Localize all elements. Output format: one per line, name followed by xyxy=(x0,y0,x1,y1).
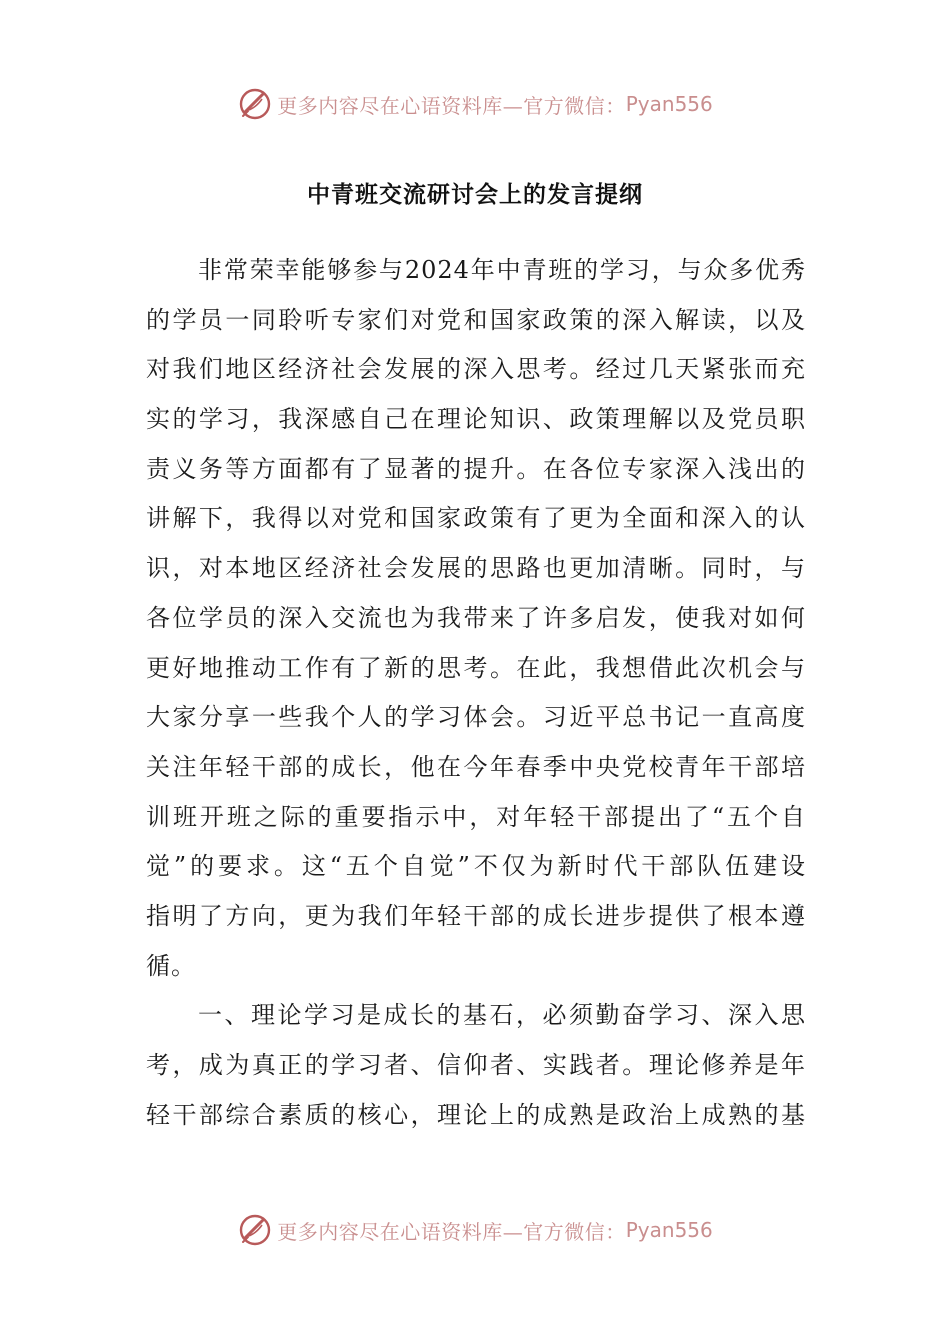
body-line: 指明了方向，更为我们年轻干部的成长进步提供了根本遵 xyxy=(146,901,806,930)
body-line: 责义务等方面都有了显著的提升。在各位专家深入浅出的 xyxy=(146,454,806,483)
body-line: 大家分享一些我个人的学习体会。习近平总书记一直高度 xyxy=(146,703,806,732)
body-line: 轻干部综合素质的核心，理论上的成熟是政治上成熟的基 xyxy=(146,1100,806,1129)
body-line: 各位学员的深入交流也为我带来了许多启发，使我对如何 xyxy=(146,603,806,632)
body-line: 关注年轻干部的成长，他在今年春季中央党校青年干部培 xyxy=(146,752,806,781)
body-line: 实的学习，我深感自己在理论知识、政策理解以及党员职 xyxy=(146,405,806,434)
watermark-wechat-id: Pyan556 xyxy=(625,92,713,116)
body-line: 的学员一同聆听专家们对党和国家政策的深入解读，以及 xyxy=(146,305,806,334)
body-line: 对我们地区经济社会发展的深入思考。经过几天紧张而充 xyxy=(146,355,806,384)
body-line: 考，成为真正的学习者、信仰者、实践者。理论修养是年 xyxy=(146,1051,806,1079)
watermark-wechat-id: Pyan556 xyxy=(625,1218,713,1242)
body-line: 非常荣幸能够参与2024年中青班的学习，与众多优秀 xyxy=(198,256,806,284)
watermark-text: 更多内容尽在心语资料库—官方微信： xyxy=(277,1219,626,1244)
body-line: 更好地推动工作有了新的思考。在此，我想借此次机会与 xyxy=(146,653,806,682)
watermark-text: 更多内容尽在心语资料库—官方微信： xyxy=(277,93,626,118)
body-line: 识，对本地区经济社会发展的思路也更加清晰。同时，与 xyxy=(146,554,806,583)
body-line: 一、理论学习是成长的基石，必须勤奋学习、深入思 xyxy=(198,1001,806,1030)
body-line: 训班开班之际的重要指示中，对年轻干部提出了“五个自 xyxy=(146,802,806,831)
document-body xyxy=(146,246,806,1140)
header-watermark xyxy=(0,82,950,126)
body-line: 循。 xyxy=(146,951,196,980)
body-line: 觉”的要求。这“五个自觉”不仅为新时代干部队伍建设 xyxy=(146,852,806,881)
pen-circle-logo-icon xyxy=(237,86,273,122)
body-line: 讲解下，我得以对党和国家政策有了更为全面和深入的认 xyxy=(146,504,806,533)
footer-watermark xyxy=(0,1208,950,1252)
pen-circle-logo-icon xyxy=(237,1212,273,1248)
document-title: 中青班交流研讨会上的发言提纲 xyxy=(307,182,643,208)
